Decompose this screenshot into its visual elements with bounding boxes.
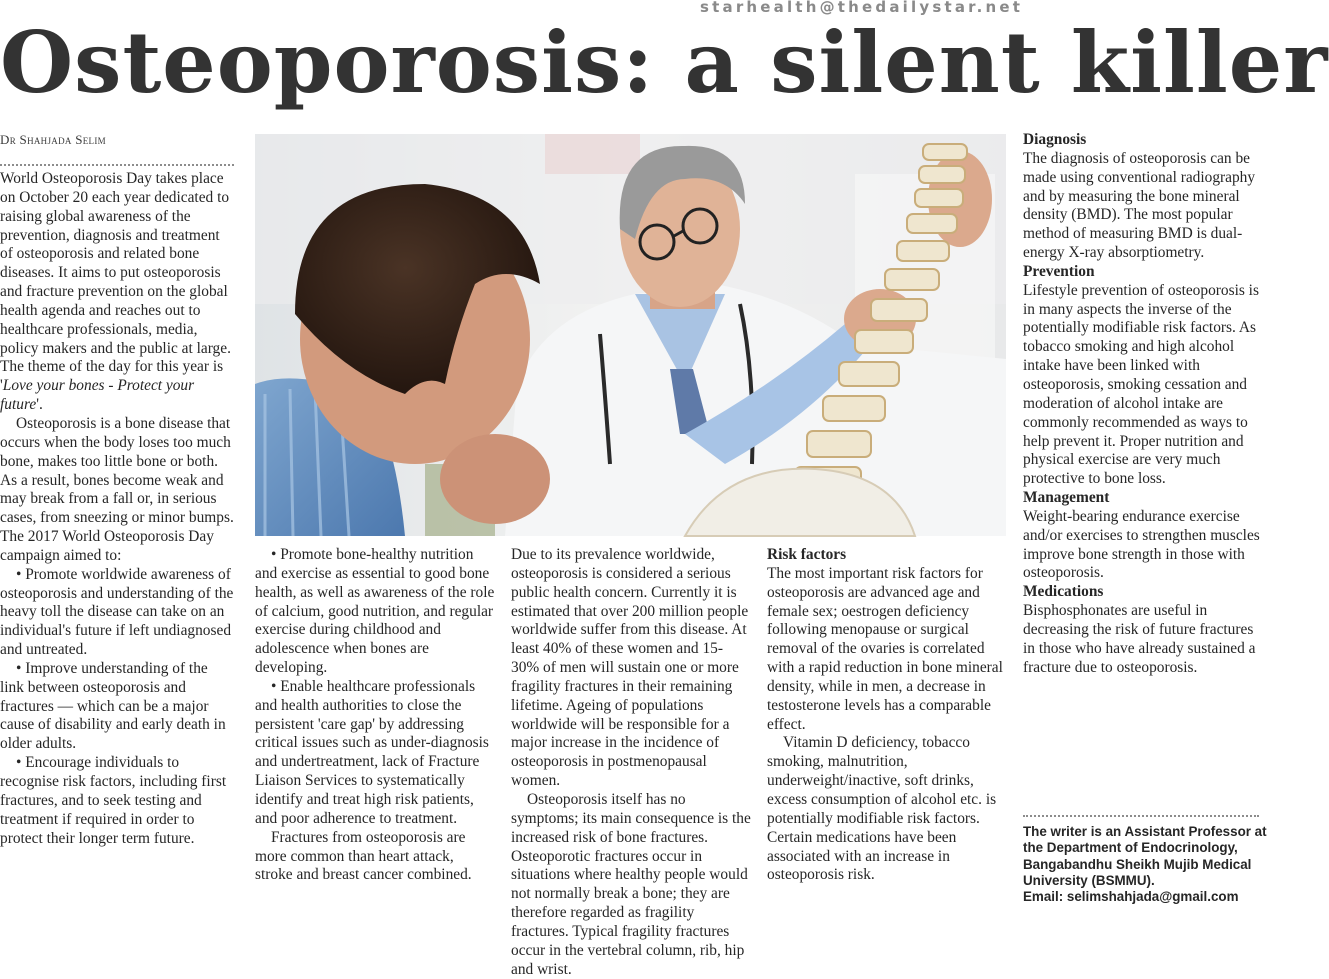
- paragraph: Osteoporosis itself has no symptoms; its main consequence is the increased risk of bone fractures. Osteoporotic fractures occur in situations where healthy people would not normally break a bone; they are therefore regarded as fragility fractures. Typical fragility fractures occur in the vertebral column, rib, hip and wrist.: [511, 790, 751, 978]
- paragraph: Lifestyle prevention of osteoporosis is in many aspects the inverse of the potentially modifiable risk factors. As tobacco smoking and high alcohol intake have been linked with osteoporosis, smoking cessation and moderation of alcohol intake are commonly recommended as ways to help prevent it. Proper nutrition and physical exercise are very much protective to bone loss.: [1023, 281, 1259, 488]
- bullet-item: • Enable healthcare professionals and health authorities to close the persistent 'care gap' by addressing critical issues such as under-diagnosis and undertreatment, lack of Fracture Liaison Services to systematically identify and treat high risk patients, and poor adherence to treatment.: [255, 677, 489, 827]
- section-email-header: starhealth@thedailystar.net: [700, 0, 1024, 16]
- paragraph: The most important risk factors for osteoporosis are advanced age and female sex; oestrogen deficiency following menopause or surgical removal of the ovaries is correlated with a rapid reduction in bone mineral density, while in men, a decrease in testosterone levels has a comparable effect.: [767, 564, 1003, 733]
- intro-text: World Osteoporosis Day takes place on October 20 each year dedicated to raising global awareness of the prevention, diagnosis and treatment of osteoporosis and related bone diseases. It aims to put osteoporosis and fracture prevention on the global health agenda and reaches out to healthcare professionals, media, policy makers and the public at large. The theme of the day for this year is ': [0, 170, 231, 395]
- theme-text: Love your bones - Protect your future: [0, 377, 195, 414]
- writer-info: [1023, 824, 1285, 905]
- author-byline: Dr Shahjada Selim: [0, 132, 234, 166]
- doctor-spine-model-photo: [255, 134, 1006, 536]
- article-column-4: [767, 546, 1007, 930]
- article-photo: [255, 134, 1006, 536]
- article-column-1: [0, 170, 234, 930]
- paragraph: The 2017 World Osteoporosis Day campaign aimed to:: [0, 528, 214, 564]
- subheading-diagnosis: Diagnosis: [1023, 131, 1087, 148]
- headline: Osteoporosis: a silent killer: [0, 13, 1329, 112]
- subheading-prevention: Prevention: [1023, 262, 1095, 280]
- paragraph: Bisphosphonates are useful in decreasing the risk of future fractures in those who have already sustained a fracture due to osteoporosis.: [1023, 602, 1256, 676]
- paragraph: Vitamin D deficiency, tobacco smoking, malnutrition, underweight/inactive, soft drinks, excess consumption of alcohol etc. is potentially modifiable risk factors. Certain medications have been associated with an increase in osteoporosis risk.: [767, 734, 997, 884]
- subheading-medications: Medications: [1023, 583, 1104, 601]
- writer-divider: [1023, 815, 1259, 817]
- bullet-item: • Encourage individuals to recognise risk factors, including first fractures, and to seek testing and treatment if required in order to protect their longer term future.: [0, 754, 227, 847]
- paragraph: Weight-bearing endurance exercise and/or exercises to strengthen muscles improve bone strength in those with osteoporosis.: [1023, 507, 1260, 582]
- writer-email: Email: selimshahjada@gmail.com: [1023, 889, 1239, 905]
- paragraph: Fractures from osteoporosis are more common than heart attack, stroke and breast cancer combined.: [255, 828, 472, 884]
- paragraph: Due to its prevalence worldwide, osteoporosis is considered a serious public health concern. Currently it is estimated that over 200 million people worldwide suffer from this disease. At least 40% of these women and 15-30% of men will sustain one or more fragility fractures in their remaining lifetime. Ageing of populations worldwide will be responsible for a major increase in the incidence of osteoporosis in postmenopausal women.: [511, 546, 749, 790]
- intro-paragraph: [0, 170, 234, 415]
- subheading-management: Management: [1023, 489, 1110, 507]
- subheading-risk-factors: Risk factors: [767, 546, 847, 563]
- article-column-2: [255, 546, 495, 930]
- paragraph: Osteoporosis is a bone disease that occurs when the body loses too much bone, makes too little bone or both. As a result, bones become weak and may break from a fall or, in serious cases, from sneezing or minor bumps.: [0, 414, 234, 527]
- article-column-3: [511, 546, 751, 978]
- article-column-5: [1023, 131, 1265, 811]
- writer-bio: The writer is an Assistant Professor at the Department of Endocrinology, Bangabandhu Sheikh Mujib Medical University (BSMMU).: [1023, 824, 1267, 888]
- bullet-item: • Improve understanding of the link between osteoporosis and fractures — which can be a major cause of disability and early death in older adults.: [0, 659, 226, 753]
- paragraph: The diagnosis of osteoporosis can be made using conventional radiography and by measuring the bone mineral density (BMD). The most popular method of measuring BMD is dual-energy X-ray absorptiometry.: [1023, 149, 1256, 262]
- intro-text-end: '.: [36, 396, 43, 414]
- bullet-item: • Promote worldwide awareness of osteoporosis and understanding of the heavy toll the disease can take on an individual's future if left undiagnosed and untreated.: [0, 565, 234, 659]
- bullet-item: • Promote bone-healthy nutrition and exercise as essential to good bone health, as well as awareness of the role of calcium, good nutrition, and regular exercise during childhood and adolescence when bones are developing.: [255, 546, 495, 677]
